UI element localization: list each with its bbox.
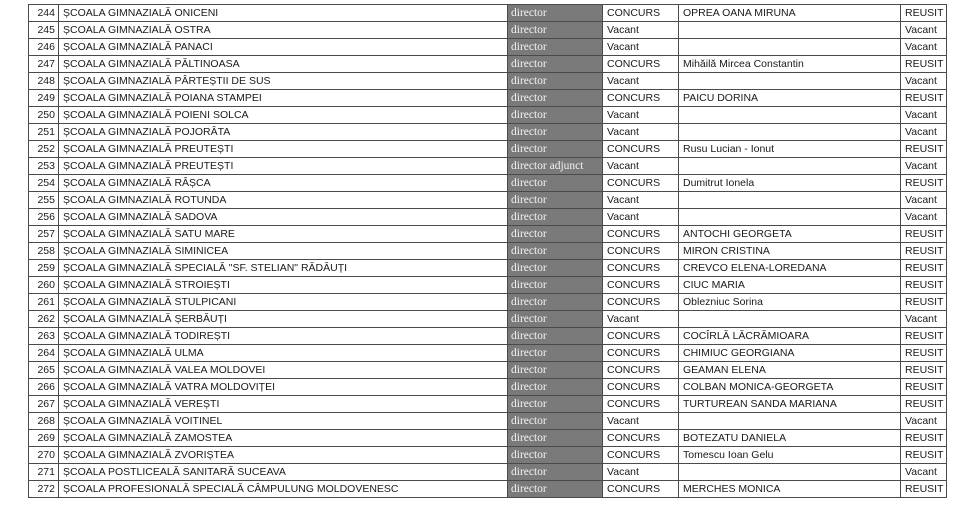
table-row — [29, 141, 947, 158]
position-role: director — [508, 226, 603, 243]
position-role: director — [508, 243, 603, 260]
position-role: director — [508, 464, 603, 481]
candidate-name: PAICU DORINA — [679, 90, 901, 107]
school-name: ȘCOALA POSTLICEALĂ SANITARĂ SUCEAVA — [59, 464, 508, 481]
result-value: REUSIT — [901, 481, 947, 498]
selection-status: Vacant — [603, 158, 679, 175]
row-number: 256 — [29, 209, 59, 226]
row-number: 251 — [29, 124, 59, 141]
result-value: Vacant — [901, 192, 947, 209]
position-role: director — [508, 107, 603, 124]
position-role: director — [508, 192, 603, 209]
result-value: REUSIT — [901, 226, 947, 243]
row-number: 271 — [29, 464, 59, 481]
selection-status: CONCURS — [603, 5, 679, 22]
selection-status: CONCURS — [603, 345, 679, 362]
results-table — [28, 4, 947, 498]
school-name: ȘCOALA GIMNAZIALĂ SATU MARE — [59, 226, 508, 243]
row-number: 259 — [29, 260, 59, 277]
school-name: ȘCOALA GIMNAZIALĂ PANACI — [59, 39, 508, 56]
school-name: ȘCOALA GIMNAZIALĂ ZAMOSTEA — [59, 430, 508, 447]
selection-status: CONCURS — [603, 362, 679, 379]
position-role: director — [508, 362, 603, 379]
candidate-name: BOTEZATU DANIELA — [679, 430, 901, 447]
school-name: ȘCOALA GIMNAZIALĂ POJORÂTA — [59, 124, 508, 141]
selection-status: CONCURS — [603, 56, 679, 73]
school-name: ȘCOALA GIMNAZIALĂ VEREȘTI — [59, 396, 508, 413]
candidate-name: COLBAN MONICA-GEORGETA — [679, 379, 901, 396]
result-value: Vacant — [901, 124, 947, 141]
table-row — [29, 311, 947, 328]
selection-status: Vacant — [603, 107, 679, 124]
result-value: Vacant — [901, 158, 947, 175]
row-number: 245 — [29, 22, 59, 39]
row-number: 244 — [29, 5, 59, 22]
candidate-name: Mihăilă Mircea Constantin — [679, 56, 901, 73]
candidate-name: OPREA OANA MIRUNA — [679, 5, 901, 22]
selection-status: CONCURS — [603, 260, 679, 277]
school-name: ȘCOALA GIMNAZIALĂ ȘERBĂUȚI — [59, 311, 508, 328]
selection-status: Vacant — [603, 22, 679, 39]
table-row — [29, 107, 947, 124]
position-role: director — [508, 396, 603, 413]
school-name: ȘCOALA GIMNAZIALĂ RÂȘCA — [59, 175, 508, 192]
candidate-name — [679, 209, 901, 226]
result-value: REUSIT — [901, 141, 947, 158]
position-role: director — [508, 209, 603, 226]
school-name: ȘCOALA GIMNAZIALĂ VALEA MOLDOVEI — [59, 362, 508, 379]
table-row — [29, 430, 947, 447]
table-row — [29, 124, 947, 141]
selection-status: CONCURS — [603, 226, 679, 243]
selection-status: Vacant — [603, 73, 679, 90]
row-number: 270 — [29, 447, 59, 464]
position-role: director — [508, 413, 603, 430]
selection-status: Vacant — [603, 192, 679, 209]
table-row — [29, 345, 947, 362]
position-role: director adjunct — [508, 158, 603, 175]
table-row — [29, 260, 947, 277]
table-row — [29, 56, 947, 73]
school-name: ȘCOALA GIMNAZIALĂ OSTRA — [59, 22, 508, 39]
position-role: director — [508, 141, 603, 158]
result-value: Vacant — [901, 209, 947, 226]
selection-status: CONCURS — [603, 243, 679, 260]
table-row — [29, 379, 947, 396]
row-number: 265 — [29, 362, 59, 379]
table-row — [29, 328, 947, 345]
position-role: director — [508, 56, 603, 73]
result-value: REUSIT — [901, 175, 947, 192]
row-number: 255 — [29, 192, 59, 209]
school-name: ȘCOALA GIMNAZIALĂ STULPICANI — [59, 294, 508, 311]
row-number: 262 — [29, 311, 59, 328]
candidate-name: TURTUREAN SANDA MARIANA — [679, 396, 901, 413]
position-role: director — [508, 379, 603, 396]
selection-status: Vacant — [603, 464, 679, 481]
position-role: director — [508, 175, 603, 192]
candidate-name — [679, 192, 901, 209]
selection-status: Vacant — [603, 124, 679, 141]
position-role: director — [508, 90, 603, 107]
row-number: 257 — [29, 226, 59, 243]
row-number: 249 — [29, 90, 59, 107]
table-row — [29, 243, 947, 260]
candidate-name: Oblezniuc Sorina — [679, 294, 901, 311]
table-row — [29, 396, 947, 413]
selection-status: CONCURS — [603, 90, 679, 107]
table-row — [29, 294, 947, 311]
row-number: 269 — [29, 430, 59, 447]
position-role: director — [508, 124, 603, 141]
row-number: 267 — [29, 396, 59, 413]
table-row — [29, 192, 947, 209]
row-number: 268 — [29, 413, 59, 430]
candidate-name: GEAMAN ELENA — [679, 362, 901, 379]
result-value: REUSIT — [901, 447, 947, 464]
candidate-name — [679, 124, 901, 141]
school-name: ȘCOALA GIMNAZIALĂ PÂRTEȘTII DE SUS — [59, 73, 508, 90]
result-value: Vacant — [901, 413, 947, 430]
selection-status: CONCURS — [603, 294, 679, 311]
selection-status: CONCURS — [603, 328, 679, 345]
candidate-name — [679, 39, 901, 56]
position-role: director — [508, 328, 603, 345]
candidate-name — [679, 22, 901, 39]
table-row — [29, 22, 947, 39]
row-number: 272 — [29, 481, 59, 498]
result-value: REUSIT — [901, 379, 947, 396]
result-value: REUSIT — [901, 345, 947, 362]
selection-status: Vacant — [603, 311, 679, 328]
selection-status: CONCURS — [603, 141, 679, 158]
candidate-name — [679, 413, 901, 430]
candidate-name: CIUC MARIA — [679, 277, 901, 294]
result-value: Vacant — [901, 464, 947, 481]
candidate-name: Rusu Lucian - Ionut — [679, 141, 901, 158]
school-name: ȘCOALA GIMNAZIALĂ SADOVA — [59, 209, 508, 226]
table-body — [29, 5, 947, 498]
school-name: ȘCOALA GIMNAZIALĂ PREUTEȘTI — [59, 158, 508, 175]
position-role: director — [508, 39, 603, 56]
candidate-name: MIRON CRISTINA — [679, 243, 901, 260]
candidate-name — [679, 158, 901, 175]
position-role: director — [508, 277, 603, 294]
table-row — [29, 226, 947, 243]
position-role: director — [508, 5, 603, 22]
result-value: REUSIT — [901, 396, 947, 413]
row-number: 247 — [29, 56, 59, 73]
candidate-name: Tomescu Ioan Gelu — [679, 447, 901, 464]
table-row — [29, 447, 947, 464]
school-name: ȘCOALA GIMNAZIALĂ TODIREȘTI — [59, 328, 508, 345]
row-number: 248 — [29, 73, 59, 90]
candidate-name: CREVCO ELENA-LOREDANA — [679, 260, 901, 277]
school-name: ȘCOALA GIMNAZIALĂ VATRA MOLDOVIȚEI — [59, 379, 508, 396]
position-role: director — [508, 73, 603, 90]
candidate-name — [679, 73, 901, 90]
table-row — [29, 362, 947, 379]
result-value: REUSIT — [901, 90, 947, 107]
school-name: ȘCOALA GIMNAZIALĂ PREUTEȘTI — [59, 141, 508, 158]
school-name: ȘCOALA GIMNAZIALĂ ONICENI — [59, 5, 508, 22]
result-value: Vacant — [901, 311, 947, 328]
result-value: REUSIT — [901, 243, 947, 260]
candidate-name: ANTOCHI GEORGETA — [679, 226, 901, 243]
table-row — [29, 90, 947, 107]
table-row — [29, 209, 947, 226]
selection-status: CONCURS — [603, 379, 679, 396]
table-row — [29, 277, 947, 294]
table-row — [29, 413, 947, 430]
candidate-name: CHIMIUC GEORGIANA — [679, 345, 901, 362]
school-name: ȘCOALA GIMNAZIALĂ POIENI SOLCA — [59, 107, 508, 124]
row-number: 253 — [29, 158, 59, 175]
selection-status: Vacant — [603, 209, 679, 226]
candidate-name: Dumitrut Ionela — [679, 175, 901, 192]
row-number: 266 — [29, 379, 59, 396]
result-value: REUSIT — [901, 328, 947, 345]
school-name: ȘCOALA GIMNAZIALĂ ROTUNDA — [59, 192, 508, 209]
school-name: ȘCOALA GIMNAZIALĂ SPECIALĂ "SF. STELIAN" RĂDĂUȚI — [59, 260, 508, 277]
candidate-name: MERCHES MONICA — [679, 481, 901, 498]
selection-status: CONCURS — [603, 447, 679, 464]
table-row — [29, 481, 947, 498]
selection-status: CONCURS — [603, 396, 679, 413]
row-number: 246 — [29, 39, 59, 56]
result-value: REUSIT — [901, 260, 947, 277]
table-row — [29, 5, 947, 22]
position-role: director — [508, 294, 603, 311]
selection-status: CONCURS — [603, 430, 679, 447]
result-value: REUSIT — [901, 294, 947, 311]
result-value: Vacant — [901, 107, 947, 124]
selection-status: Vacant — [603, 39, 679, 56]
row-number: 264 — [29, 345, 59, 362]
row-number: 258 — [29, 243, 59, 260]
table-row — [29, 39, 947, 56]
result-value: REUSIT — [901, 5, 947, 22]
candidate-name — [679, 107, 901, 124]
selection-status: CONCURS — [603, 175, 679, 192]
result-value: REUSIT — [901, 56, 947, 73]
school-name: ȘCOALA GIMNAZIALĂ STROIEȘTI — [59, 277, 508, 294]
position-role: director — [508, 22, 603, 39]
school-name: ȘCOALA GIMNAZIALĂ POIANA STAMPEI — [59, 90, 508, 107]
position-role: director — [508, 345, 603, 362]
position-role: director — [508, 447, 603, 464]
row-number: 261 — [29, 294, 59, 311]
selection-status: Vacant — [603, 413, 679, 430]
table-row — [29, 464, 947, 481]
table-row — [29, 73, 947, 90]
row-number: 252 — [29, 141, 59, 158]
result-value: Vacant — [901, 73, 947, 90]
school-name: ȘCOALA PROFESIONALĂ SPECIALĂ CÂMPULUNG MOLDOVENESC — [59, 481, 508, 498]
row-number: 250 — [29, 107, 59, 124]
school-name: ȘCOALA GIMNAZIALĂ SIMINICEA — [59, 243, 508, 260]
result-value: Vacant — [901, 39, 947, 56]
result-value: REUSIT — [901, 277, 947, 294]
row-number: 254 — [29, 175, 59, 192]
row-number: 263 — [29, 328, 59, 345]
row-number: 260 — [29, 277, 59, 294]
result-value: REUSIT — [901, 362, 947, 379]
candidate-name — [679, 311, 901, 328]
result-value: Vacant — [901, 22, 947, 39]
school-name: ȘCOALA GIMNAZIALĂ PĂLTINOASA — [59, 56, 508, 73]
result-value: REUSIT — [901, 430, 947, 447]
table-row — [29, 158, 947, 175]
school-name: ȘCOALA GIMNAZIALĂ ZVORIȘTEA — [59, 447, 508, 464]
position-role: director — [508, 311, 603, 328]
position-role: director — [508, 260, 603, 277]
school-name: ȘCOALA GIMNAZIALĂ VOITINEL — [59, 413, 508, 430]
candidate-name — [679, 464, 901, 481]
selection-status: CONCURS — [603, 277, 679, 294]
candidate-name: COCÎRLĂ LĂCRĂMIOARA — [679, 328, 901, 345]
selection-status: CONCURS — [603, 481, 679, 498]
position-role: director — [508, 430, 603, 447]
school-name: ȘCOALA GIMNAZIALĂ ULMA — [59, 345, 508, 362]
position-role: director — [508, 481, 603, 498]
table-row — [29, 175, 947, 192]
